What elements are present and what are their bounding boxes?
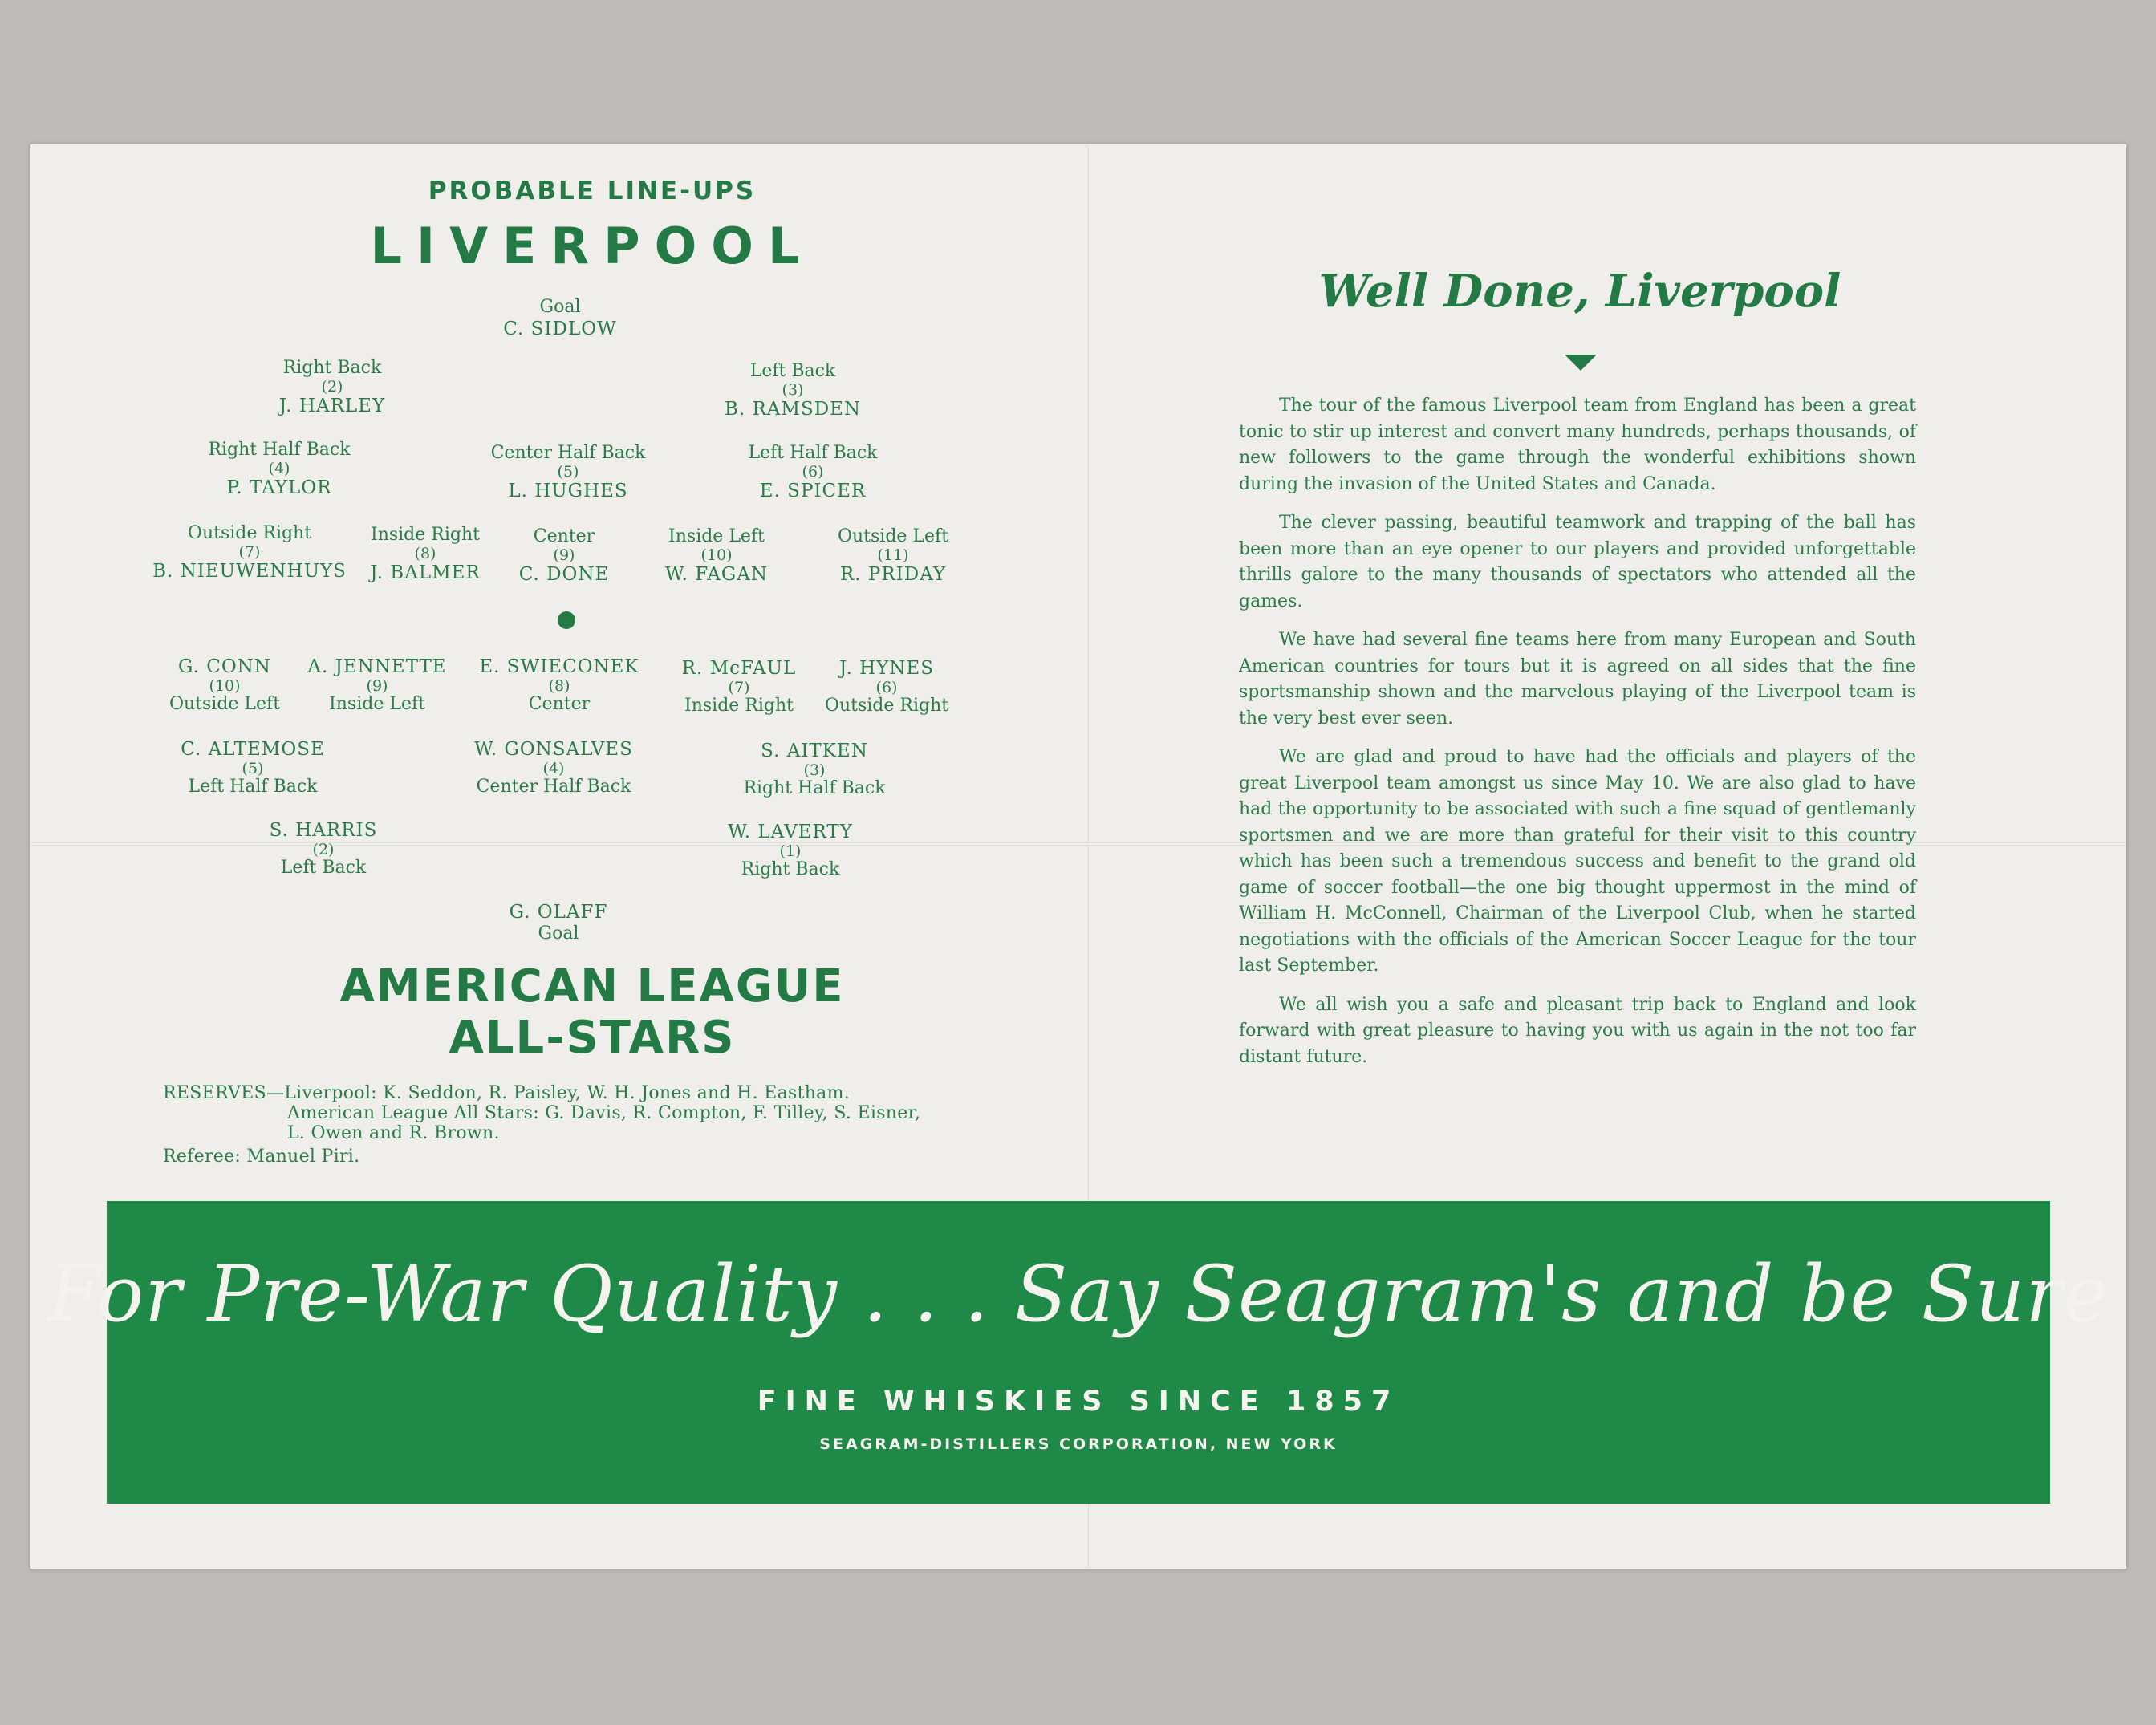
shirt-number: (7) <box>238 543 261 561</box>
player-name: B. RAMSDEN <box>724 399 862 420</box>
allstars-heading-line2: ALL-STARS <box>449 1012 736 1064</box>
player-name: S. HARRIS <box>269 820 378 841</box>
allstars-goal <box>510 901 608 944</box>
allstars-heading <box>339 961 844 1064</box>
lineups-heading: PROBABLE LINE-UPS <box>428 177 757 205</box>
shirt-number: (2) <box>321 378 343 396</box>
liverpool-center-half-back <box>491 443 646 502</box>
shirt-number: (1) <box>779 842 802 860</box>
liverpool-right-half-back <box>208 440 350 499</box>
shirt-number: (5) <box>557 463 579 481</box>
article-body <box>1239 393 1916 1083</box>
player-name: G. OLAFF <box>509 902 608 923</box>
shirt-number: (3) <box>803 761 826 779</box>
shirt-number: (4) <box>268 460 290 477</box>
allstars-outside-left <box>169 656 280 715</box>
player-name: R. PRIDAY <box>839 564 947 585</box>
shirt-number: (2) <box>312 841 335 858</box>
player-name: P. TAYLOR <box>226 477 332 498</box>
liverpool-goal <box>503 297 616 340</box>
allstars-left-back <box>270 819 378 879</box>
allstars-center-half-back <box>474 738 633 798</box>
liverpool-left-half-back <box>748 443 877 502</box>
down-triangle-icon <box>1565 355 1597 371</box>
position-label: Goal <box>538 923 579 944</box>
player-name: A. JENNETTE <box>307 656 447 677</box>
ad-slogan: For Pre-War Quality . . . Say Seagram's and be Sure <box>47 1249 2110 1339</box>
allstars-right-half-back <box>743 740 885 799</box>
position-label: Left Half Back <box>748 443 878 463</box>
player-name: J. HYNES <box>839 658 934 679</box>
shirt-number: (7) <box>728 679 750 696</box>
position-label: Outside Right <box>187 523 312 543</box>
player-name: W. GONSALVES <box>474 739 633 760</box>
position-label: Outside Right <box>824 696 949 716</box>
article-title: Well Done, Liverpool <box>1318 265 1841 318</box>
position-label: Left Back <box>280 858 367 878</box>
seagrams-ad-banner <box>47 1201 2110 1504</box>
player-name: C. DONE <box>518 564 610 585</box>
article-paragraph: We have had several fine teams here from many European and South American countries for tours but it is agreed on all sides that the fine sportsmanship shown and the marvelous playing of the Liverpool team is the very best ever seen. <box>1239 630 1916 729</box>
liverpool-left-back <box>725 361 861 420</box>
liverpool-heading: LIVERPOOL <box>370 217 814 275</box>
position-label: Outside Left <box>837 526 949 546</box>
position-label: Right Back <box>282 358 382 378</box>
player-name: J. BALMER <box>370 562 481 583</box>
reserves-block <box>163 1083 920 1167</box>
allstars-inside-right <box>682 657 797 716</box>
allstars-right-back <box>728 821 853 880</box>
player-name: R. McFAUL <box>681 658 797 679</box>
player-name: S. AITKEN <box>761 741 868 761</box>
reserves-line: L. Owen and R. Brown. <box>287 1123 500 1143</box>
shirt-number: (10) <box>209 677 241 695</box>
liverpool-inside-left <box>665 526 768 586</box>
article-paragraph: The clever passing, beautiful teamwork and trapping of the ball has been more than an eye opener to our players and provided unforgettable thrills galore to the many thousands of spectators who attended all the games. <box>1239 513 1916 611</box>
player-name: W. FAGAN <box>665 564 768 585</box>
article-paragraph: The tour of the famous Liverpool team from England has been a great tonic to stir up interest and convert many hundreds, perhaps thousands, of new followers to the game through the wonderful exhibitions shown during the invasion of the United States and Canada. <box>1239 396 1916 494</box>
ad-corporation: SEAGRAM-DISTILLERS CORPORATION, NEW YORK <box>819 1435 1338 1453</box>
player-name: L. HUGHES <box>508 481 628 501</box>
article-paragraph: We all wish you a safe and pleasant trip back to England and look forward with great pleasure to having you with us again in the not too far distant future. <box>1239 994 1916 1067</box>
position-label: Right Back <box>741 859 840 879</box>
player-name: C. SIDLOW <box>503 319 617 339</box>
allstars-heading-line1: AMERICAN LEAGUE <box>339 960 845 1013</box>
shirt-number: (6) <box>875 679 898 696</box>
shirt-number: (5) <box>242 760 264 777</box>
position-label: Center Half Back <box>476 777 631 797</box>
position-label: Center Half Back <box>490 443 646 463</box>
reserves-line: RESERVES—Liverpool: K. Seddon, R. Paisley, W. H. Jones and H. Eastham. <box>163 1083 851 1103</box>
shirt-number: (8) <box>548 677 570 695</box>
player-name: J. HARLEY <box>278 396 386 416</box>
player-name: E. SWIECONEK <box>479 656 639 677</box>
position-label: Inside Left <box>329 694 425 714</box>
allstars-center <box>479 656 639 715</box>
liverpool-outside-left <box>838 526 948 586</box>
position-label: Goal <box>539 297 581 317</box>
shirt-number: (3) <box>782 381 804 399</box>
shirt-number: (9) <box>366 677 388 695</box>
allstars-left-half-back <box>181 738 325 798</box>
shirt-number: (6) <box>802 463 824 481</box>
liverpool-right-back <box>279 358 385 417</box>
shirt-number: (11) <box>877 546 909 564</box>
program-sheet <box>30 144 2126 1569</box>
position-label: Inside Right <box>371 525 480 545</box>
article-paragraph: We are glad and proud to have had the officials and players of the great Liverpool team amongst us since May 10. We are also glad to have had the opportunity to be associated with such a fine squad of gentlemanly sportsmen and we are more than grateful for their visit to this country which has been such a tremendous success and benefit to the grand old game of soccer football—the one big thought uppermost in the mind of William H. McConnell, Chairman of the Liverpool Club, when he started negotiations with the officials of the American Soccer League for the tour last September. <box>1239 747 1916 976</box>
position-label: Center <box>533 526 595 546</box>
position-label: Outside Left <box>169 694 281 714</box>
shirt-number: (4) <box>542 760 565 777</box>
position-label: Left Half Back <box>188 777 318 797</box>
liverpool-outside-right <box>152 523 347 582</box>
player-name: B. NIEUWENHUYS <box>152 561 347 582</box>
allstars-inside-left <box>307 656 446 715</box>
shirt-number: (8) <box>414 545 436 562</box>
player-name: C. ALTEMOSE <box>181 739 325 760</box>
position-label: Right Half Back <box>743 778 886 798</box>
shirt-number: (10) <box>700 546 733 564</box>
ad-tagline: FINE WHISKIES SINCE 1857 <box>757 1386 1400 1418</box>
player-name: G. CONN <box>178 656 271 677</box>
referee-line: Referee: Manuel Piri. <box>163 1147 360 1167</box>
allstars-outside-right <box>825 657 948 716</box>
kickoff-dot <box>558 611 575 629</box>
liverpool-inside-right <box>370 525 481 584</box>
player-name: W. LAVERTY <box>728 822 853 842</box>
shirt-number: (9) <box>553 546 575 564</box>
position-label: Right Half Back <box>208 440 351 460</box>
position-label: Left Back <box>749 361 836 381</box>
position-label: Center <box>528 694 591 714</box>
player-name: E. SPICER <box>759 481 867 501</box>
liverpool-center <box>519 526 610 586</box>
reserves-line: American League All Stars: G. Davis, R. Compton, F. Tilley, S. Eisner, <box>287 1103 921 1123</box>
position-label: Inside Right <box>684 696 794 716</box>
position-label: Inside Left <box>668 526 765 546</box>
